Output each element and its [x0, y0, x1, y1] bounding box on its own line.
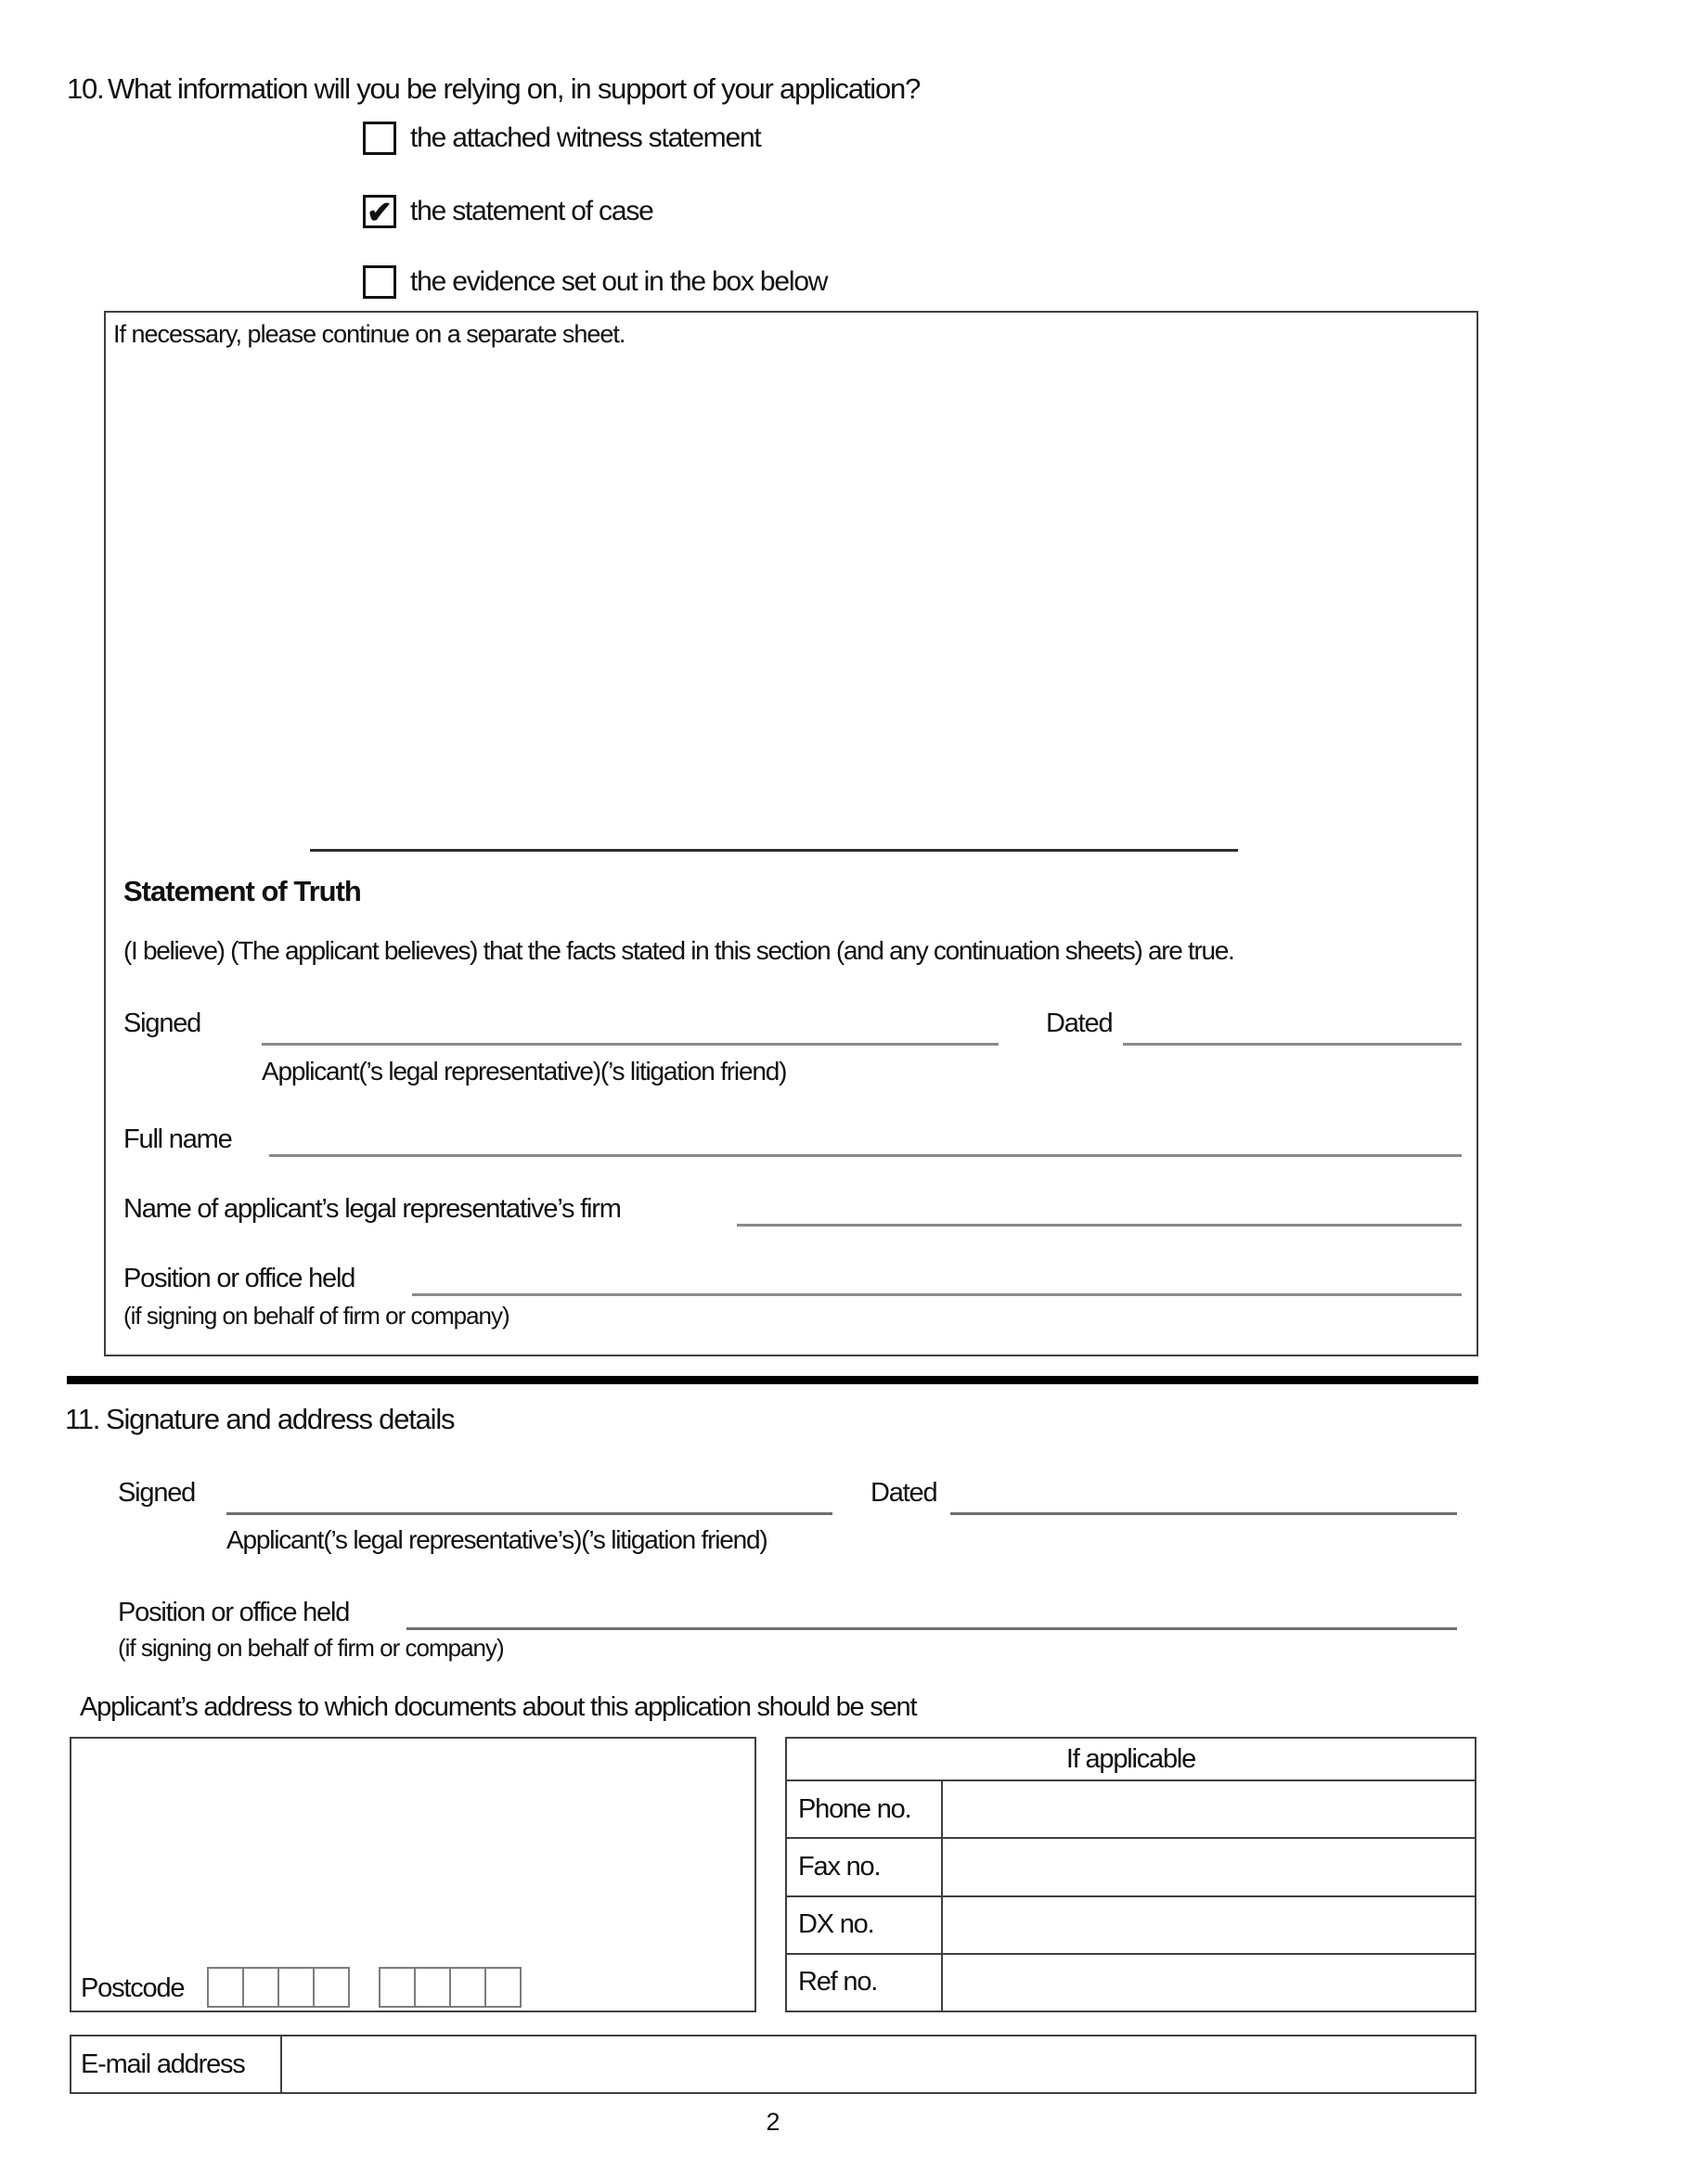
- s11-dated-line[interactable]: [950, 1478, 1457, 1515]
- truth-declaration: (I believe) (The applicant believes) that the facts stated in this section (and any continuation sheets) are true.: [123, 936, 1234, 965]
- address-text-area[interactable]: [73, 1741, 753, 1963]
- section-11-heading: [65, 1403, 454, 1436]
- checkbox-mark: ✔: [367, 194, 393, 229]
- contact-row-phone: [787, 1779, 1475, 1837]
- dx-value-cell[interactable]: [943, 1897, 1475, 1953]
- email-label: E-mail address: [71, 2036, 282, 2092]
- postcode-cell[interactable]: [242, 1967, 279, 2008]
- sot-signed-line[interactable]: [262, 1008, 999, 1046]
- section-divider: [67, 1376, 1478, 1384]
- postcode-label: Postcode: [81, 1973, 185, 2003]
- postcode-group-1: [207, 1967, 350, 2008]
- checkbox-statement-of-case[interactable]: [363, 195, 396, 228]
- s11-position-label: Position or office held: [118, 1598, 350, 1627]
- sot-dated-label: Dated: [1046, 1008, 1113, 1038]
- phone-label: Phone no.: [787, 1781, 943, 1837]
- s11-signed-label: Signed: [118, 1478, 196, 1508]
- s11-signed-line[interactable]: [226, 1478, 832, 1515]
- sot-position-line[interactable]: [412, 1259, 1462, 1296]
- full-name-line[interactable]: [269, 1120, 1462, 1157]
- option-label: the attached witness statement: [410, 122, 761, 153]
- s11-signatory-note: Applicant(’s legal representative’s)(’s litigation friend): [226, 1525, 767, 1554]
- address-box: [70, 1737, 756, 2012]
- sot-signatory-note: Applicant(’s legal representative)(’s litigation friend): [262, 1057, 787, 1086]
- question-10-heading: [67, 72, 920, 106]
- dx-label: DX no.: [787, 1897, 943, 1953]
- email-box: [70, 2035, 1476, 2094]
- option-row-statement-of-case: [363, 195, 653, 228]
- fax-value-cell[interactable]: [943, 1839, 1475, 1895]
- option-row-evidence-below: [363, 265, 827, 299]
- postcode-cell[interactable]: [277, 1967, 315, 2008]
- address-section-heading: Applicant’s address to which documents about this application should be sent: [80, 1692, 917, 1722]
- option-row-witness-statement: [363, 122, 761, 155]
- email-value-cell[interactable]: [282, 2036, 1475, 2092]
- ref-value-cell[interactable]: [943, 1955, 1475, 2011]
- section-11-number: 11.: [65, 1403, 100, 1435]
- contact-row-ref: [787, 1953, 1475, 2011]
- postcode-cell[interactable]: [484, 1967, 522, 2008]
- firm-name-line[interactable]: [737, 1189, 1462, 1227]
- section-11-title: Signature and address details: [106, 1403, 455, 1435]
- postcode-group-2: [379, 1967, 522, 2008]
- contact-row-fax: [787, 1837, 1475, 1895]
- sot-position-label: Position or office held: [123, 1264, 355, 1293]
- s11-position-note: (if signing on behalf of firm or company): [118, 1634, 504, 1662]
- contact-row-dx: [787, 1895, 1475, 1953]
- fax-label: Fax no.: [787, 1839, 943, 1895]
- phone-value-cell[interactable]: [943, 1781, 1475, 1837]
- full-name-label: Full name: [123, 1124, 232, 1154]
- sot-dated-line[interactable]: [1123, 1008, 1462, 1046]
- option-label: the evidence set out in the box below: [410, 266, 828, 297]
- option-label: the statement of case: [410, 196, 653, 226]
- s11-dated-label: Dated: [870, 1478, 937, 1508]
- sot-position-note: (if signing on behalf of firm or company): [123, 1302, 509, 1330]
- evidence-end-rule: [310, 849, 1238, 852]
- if-applicable-header: If applicable: [1065, 1743, 1196, 1774]
- ref-label: Ref no.: [787, 1955, 943, 2011]
- postcode-cell[interactable]: [207, 1967, 244, 2008]
- statement-of-truth-heading: Statement of Truth: [123, 875, 361, 907]
- postcode-cell[interactable]: [379, 1967, 416, 2008]
- postcode-cell[interactable]: [414, 1967, 451, 2008]
- postcode-cell[interactable]: [449, 1967, 486, 2008]
- contact-table: [785, 1737, 1476, 2012]
- question-10-title: What information will you be relying on, in support of your application?: [108, 72, 921, 105]
- sot-signed-label: Signed: [123, 1008, 201, 1038]
- page-number: 2: [766, 2108, 780, 2136]
- firm-name-label: Name of applicant’s legal representative’s firm: [123, 1194, 621, 1224]
- checkbox-evidence-in-box[interactable]: [363, 265, 396, 299]
- evidence-text-area[interactable]: [110, 357, 1474, 840]
- postcode-cell[interactable]: [313, 1967, 350, 2008]
- checkbox-attached-witness-statement[interactable]: [363, 122, 396, 155]
- s11-position-line[interactable]: [406, 1593, 1457, 1630]
- continuation-note: If necessary, please continue on a separate sheet.: [113, 320, 625, 348]
- question-10-number: 10.: [67, 72, 104, 105]
- evidence-box: [104, 311, 1478, 1356]
